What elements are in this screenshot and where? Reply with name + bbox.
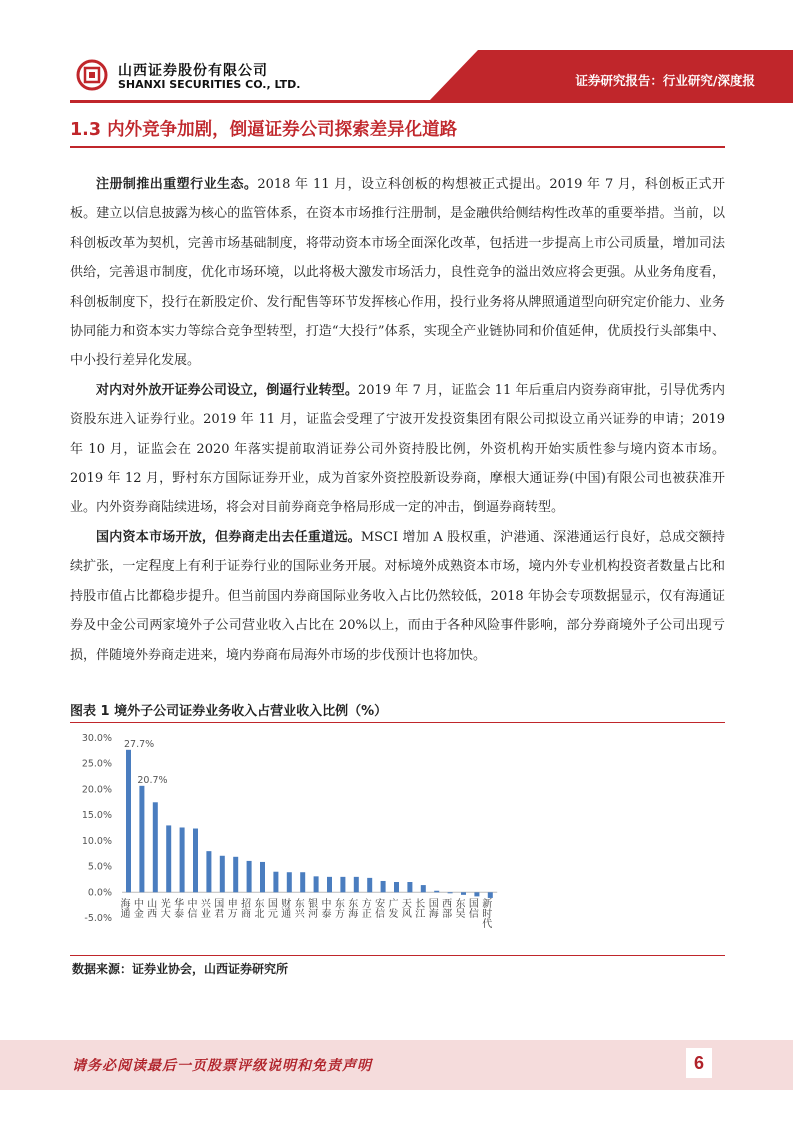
bar [314, 876, 319, 892]
bar [434, 891, 439, 893]
x-tick-label: 西部 [439, 898, 451, 919]
bar [394, 882, 399, 892]
paragraph-text: 2018 年 11 月，设立科创板的构想被正式提出。2019 年 7 月，科创板正式开板。建立以信息披露为核心的监管体系，在资本市场推行注册制，是金融供给侧结构性改革的重要举措。当前，以科创板改革为契机，完善市场基础制度，将带动资本市场全面深化改革，包括进一步提高上市公司质量，增加司法供给，完善退市制度，优化市场环境，以此将极大激发市场活力，良性竞争的溢出效应将会更强。从业务角度看，科创板制度下，投行在新股定价、发行配售等环节发挥核心作用，投行业务将从牌照通道型向研究定价能力、业务协同能力和资本实力等综合竞争型转型，打造“大投行”体系，实现全产业链协同和价值延伸，优质投行头部集中、中小投行差异化发展。 [70, 177, 725, 369]
bar [474, 892, 479, 896]
bar [126, 750, 131, 892]
report-type: 证券研究报告：行业研究/深度报 [575, 73, 755, 88]
bar [139, 786, 144, 892]
data-label: 20.7% [137, 774, 168, 786]
bar [340, 877, 345, 892]
bar [421, 885, 426, 892]
bar [407, 882, 412, 892]
paragraph [70, 170, 725, 376]
x-tick-label: 国信 [466, 898, 478, 919]
y-tick-label: 5.0% [87, 861, 112, 873]
figure-top-rule [70, 722, 725, 723]
x-tick-label: 东吴 [453, 898, 464, 919]
x-tick-label: 招商 [238, 898, 250, 919]
page-number: 6 [686, 1048, 712, 1078]
x-tick-label: 广发 [386, 898, 397, 919]
company-name-en: SHANXI SECURITIES CO., LTD. [118, 78, 301, 91]
x-tick-label: 方正 [359, 898, 371, 919]
x-tick-label: 光大 [158, 898, 170, 919]
bar [260, 862, 265, 892]
x-tick-label: 新时代 [479, 898, 491, 929]
x-tick-label: 国君 [211, 898, 223, 919]
paragraph-lead: 注册制推出重塑行业生态。 [96, 177, 258, 192]
bar [206, 851, 211, 892]
x-tick-label: 山西 [144, 898, 156, 919]
x-tick-label: 中信 [185, 898, 196, 919]
x-tick-label: 天风 [399, 898, 411, 919]
x-tick-label: 财通 [278, 898, 290, 919]
x-tick-label: 长江 [412, 898, 424, 919]
bar [367, 878, 372, 892]
figure-source: 数据来源：证券业协会，山西证券研究所 [72, 962, 289, 976]
y-tick-label: 15.0% [81, 810, 112, 822]
x-tick-label: 国海 [426, 898, 438, 919]
x-tick-label: 申万 [225, 898, 237, 919]
x-tick-label: 东北 [252, 898, 263, 919]
paragraph-lead: 国内资本市场开放，但券商走出去任重道远。 [96, 529, 361, 545]
bar [488, 892, 493, 898]
x-tick-label: 国元 [265, 898, 277, 919]
y-tick-label: 0.0% [87, 887, 112, 899]
y-tick-label: 20.0% [81, 784, 112, 796]
x-tick-label: 华泰 [171, 898, 183, 919]
bar [287, 872, 292, 892]
x-tick-label: 安信 [372, 898, 384, 919]
x-tick-label: 海通 [118, 898, 129, 919]
data-label: 27.7% [124, 738, 155, 750]
bar [166, 825, 171, 892]
bar [153, 802, 158, 892]
x-tick-label: 兴业 [198, 898, 210, 919]
x-tick-label: 银河 [305, 898, 317, 919]
body-text [70, 170, 725, 670]
header-band [0, 0, 793, 110]
company-logo-icon [76, 59, 108, 91]
paragraph [70, 523, 725, 670]
x-tick-label: 东兴 [292, 898, 304, 919]
bar [381, 881, 386, 892]
section-divider [70, 146, 725, 148]
paragraph [70, 376, 725, 523]
bar [193, 829, 198, 893]
bar [354, 877, 359, 892]
paragraph-lead: 对内对外放开证券公司设立，倒逼行业转型。 [96, 382, 358, 398]
bar [300, 872, 305, 892]
bar-chart [70, 724, 530, 954]
bar [448, 892, 453, 893]
paragraph-text: MSCI 增加 A 股权重，沪港通、深港通运行良好，总成交额持续扩张，一定程度上有利于证券行业的国际业务开展。对标境外成熟资本市场，境内外专业机构投资者数量占比和持股市值占比都稳步提升。但当前国内券商国际业务收入占比仍然较低，2018 年协会专项数据显示，仅有海通证券及中金公司两家境外子公司营业收入占比在 20%以上，而由于各种风险事件影响，部分券商境外子公司出现亏损，伴随境外券商走进来，境内券商布局海外市场的步伐预计也将加快。 [70, 529, 725, 663]
y-tick-label: -5.0% [84, 913, 112, 924]
company-name-cn: 山西证券股份有限公司 [118, 63, 268, 79]
bar [220, 856, 225, 893]
x-tick-label: 中金 [131, 898, 143, 919]
bar [461, 892, 466, 895]
bar [180, 827, 185, 892]
bar [247, 861, 252, 892]
y-tick-label: 25.0% [81, 758, 112, 770]
bar [273, 872, 278, 893]
bar [233, 857, 238, 892]
paragraph-text: 2019 年 7 月，证监会 11 年后重启内资券商审批，引导优秀内资股东进入证券行业。2019 年 11 月，证监会受理了宁波开发投资集团有限公司拟设立甬兴证券的申请；2019 年 10 月，证监会在 2020 年落实提前取消证券公司外资持股比例，外资机构开始实质性参与境内资本市场。2019 年 12 月，野村东方国际证券开业，成为首家外资控股新设券商，摩根大通证券(中国)有限公司也被获准开业。内外资券商陆续进场，将会对目前券商竞争格局形成一定的冲击，倒逼券商转型。 [70, 382, 725, 516]
section-title: 1.3 内外竞争加剧，倒逼证券公司探索差异化道路 [70, 120, 458, 140]
footer-disclaimer: 请务必阅读最后一页股票评级说明和免责声明 [72, 1058, 372, 1074]
x-tick-label: 东方 [332, 898, 344, 919]
y-tick-label: 30.0% [81, 733, 112, 744]
figure-bottom-rule [70, 955, 725, 956]
x-tick-label: 中泰 [319, 898, 330, 919]
figure-title: 图表 1 境外子公司证券业务收入占营业收入比例（%） [70, 704, 388, 719]
x-tick-label: 东海 [345, 898, 357, 919]
page-header [0, 0, 793, 110]
y-tick-label: 10.0% [81, 835, 112, 847]
bar [327, 877, 332, 892]
